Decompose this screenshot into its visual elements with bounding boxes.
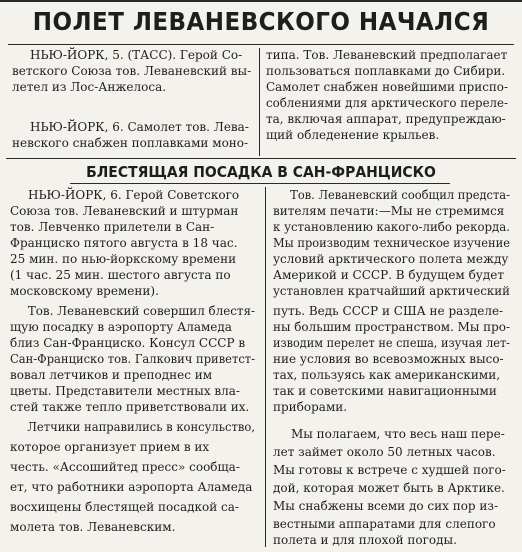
article-line: та, включая аппарат, предупреждаю- — [266, 112, 506, 126]
article-line: ние условия во всевозможных высо- — [273, 352, 504, 366]
article-line: установлен кратчайший арктический — [273, 284, 510, 298]
article-line: цветы. Представители местных вла- — [10, 384, 240, 398]
article-line: НЬЮ-ЙОРК, 6. Самолет тов. Лева- — [30, 120, 249, 134]
article-line: Мы производим техническое изучение — [273, 236, 510, 250]
article-line: восхищены блестящей посадкой са- — [10, 500, 239, 514]
article-line: щий обледенение крыльев. — [266, 128, 440, 142]
article-line: 25 мин. по нью-йоркскому времени — [10, 252, 237, 266]
article-line: вовал летчиков и преподнес им — [10, 368, 213, 382]
article-line: летел из Лос-Анжелоса. — [12, 80, 167, 94]
article-line: близ Сан-Франциско. Консул СССР в — [10, 336, 246, 350]
article-line: дой, которая может быть в Арктике. — [273, 481, 505, 495]
article-line: невского снабжен поплавками моно- — [12, 136, 249, 150]
article-line: лет займет около 50 летных часов. — [273, 445, 496, 459]
article-line: тах, пользуясь как американскими, — [273, 368, 501, 382]
article-line: ет, что работники аэропорта Аламеда — [10, 480, 253, 494]
column-divider — [259, 48, 260, 156]
article-line: ны большим пространством. Мы про- — [273, 320, 510, 334]
article-line: Америкой и СССР. В будущем будет — [273, 268, 504, 282]
article-line: честь. «Ассошийтед пресс» сообща- — [10, 460, 240, 474]
subhead-underline — [70, 183, 450, 184]
article-line: Мы полагаем, что весь наш пере- — [291, 427, 505, 441]
article-line: изводим перелет не спеша, изучая лет- — [273, 336, 510, 350]
article-line: к установлению какого-либо рекорда. — [273, 220, 510, 234]
article-line: Сан-Франциско тов. Галкович приветст- — [10, 352, 255, 366]
article-line: условий арктического полета между — [273, 252, 509, 266]
article-line: Мы снабжены всеми до сих пор из- — [273, 499, 499, 513]
article-line: Союза тов. Леваневский и штурман — [10, 204, 239, 218]
article-line: Мы готовы к встрече с худшей пого- — [273, 463, 506, 477]
article-line: Тов. Леваневский сообщил предста- — [290, 188, 510, 202]
article-line: приборами. — [273, 400, 348, 414]
article-line: тов. Левченко прилетели в Сан- — [10, 220, 215, 234]
article-line: щую посадку в аэропорту Аламеда — [10, 320, 232, 334]
article-line: путь. Ведь СССР и США не разделе- — [273, 304, 504, 318]
article-line: которое организует прием в их — [10, 440, 210, 454]
article-line: Франциско пятого августа в 18 час. — [10, 236, 238, 250]
article-line: пользоваться поплавками до Сибири. — [266, 64, 506, 78]
article-line: Тов. Леваневский совершил блестя- — [27, 304, 256, 318]
second-headline: БЛЕСТЯЩАЯ ПОСАДКА В САН-ФРАНЦИСКО — [86, 163, 436, 181]
article-line: (1 час. 25 мин. шестого августа по — [10, 268, 231, 282]
article-line: стей также тепло приветствовали их. — [10, 400, 250, 414]
article-line: Самолет снабжен новейшими приспо- — [266, 80, 508, 94]
article-line: московскому времени). — [10, 284, 159, 298]
article-line: молета тов. Леваневским. — [10, 520, 176, 534]
article-line: ветского Союза тов. Леваневский вы- — [12, 64, 252, 78]
headline-underline — [8, 44, 514, 45]
article-line: вестными аппаратами для слепого — [273, 517, 496, 531]
article-line: типа. Тов. Леваневский предполагает — [266, 48, 508, 62]
article-line: вителям печати:—Мы не стремимся — [273, 204, 505, 218]
article-line: соблениями для арктического переле- — [266, 96, 508, 110]
column-divider — [265, 187, 266, 547]
article-line: так и советскими навигационными — [273, 384, 497, 398]
article-line: НЬЮ-ЙОРК, 5. (ТАСС). Герой Со- — [30, 48, 243, 62]
article-line: полета и для плохой погоды. — [273, 533, 457, 547]
main-headline: ПОЛЕТ ЛЕВАНЕВСКОГО НАЧАЛСЯ — [32, 7, 490, 36]
article-line: НЬЮ-ЙОРК, 6. Герой Советского — [28, 188, 240, 202]
article-line: Летчики направились в консульство, — [27, 420, 256, 434]
section-rule — [6, 158, 516, 159]
